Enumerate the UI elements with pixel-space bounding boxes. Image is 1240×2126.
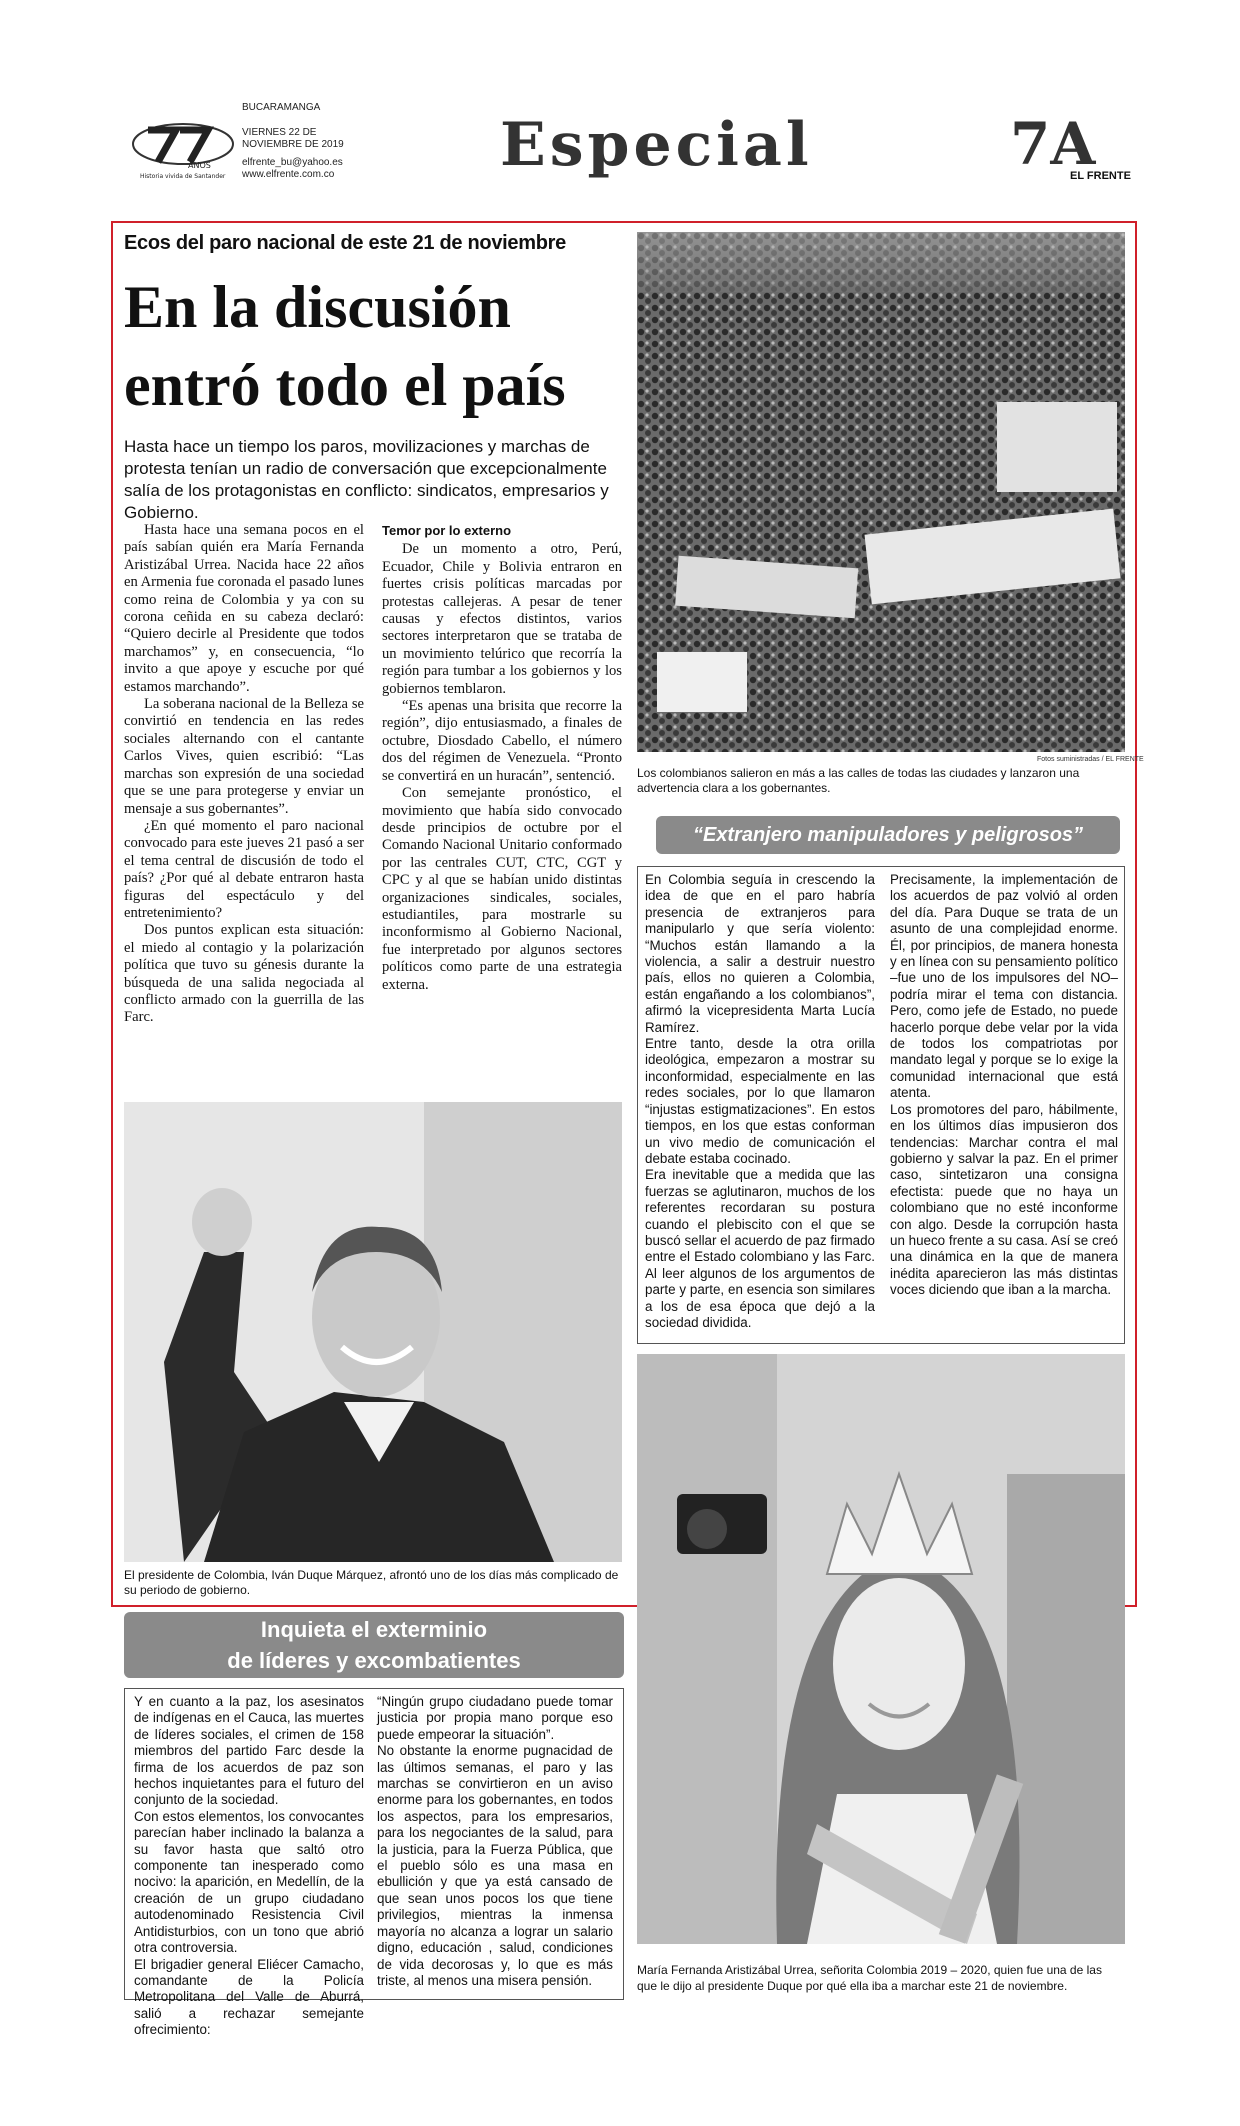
paragraph: Con semejante pronóstico, el movimiento que había sido convocado desde principios de octubre por el Comando Nacional Unitario conformado por las centrales CUT, CTC, CGT y CPC y al que se habían unido distintas organizaciones sindicales, sociales, estudiantiles, para mostrarle su inconformismo al Gobierno Nacional, fue interpretado por algunos sectores políticos como parte de una estrategia externa. [382, 785, 622, 993]
sidebar-column-1 [645, 872, 875, 1331]
article-headline [124, 268, 624, 424]
paragraph: La soberana nacional de la Belleza se convirtió en tendencia en las redes sociales alternando con el cantante Carlos Vives, quien escribió: “Las marchas son expresión de una sociedad que se une para protegerse y enviar un mensaje a sus gobernantes”. [124, 696, 364, 817]
paragraph: Entre tanto, desde la otra orilla ideológica, empezaron a mostrar su inconformidad, especialmente en las redes sociales, por lo que llamaron “injustas estigmatizaciones”. En estos tiempos, en los que estas conforman un vivo medio de comunicación el debate estaba cocinado. [645, 1036, 875, 1166]
sidebar-title: “Extranjero manipuladores y peligrosos” [656, 816, 1120, 854]
issue-date: VIERNES 22 DE NOVIEMBRE DE 2019 [242, 127, 344, 150]
article-deck: Hasta hace un tiempo los paros, movilizaciones y marchas de protesta tenían un radio de conversación que excepcionalmente salía de los protagonistas en conflicto: sindicatos, empresarios y Gobierno. [124, 437, 609, 522]
paper-name: EL FRENTE [1070, 170, 1131, 182]
president-photo [124, 1102, 622, 1562]
newspaper-logo [128, 118, 238, 180]
headline-line-1: En la discusión [124, 274, 511, 340]
sidebar-title-2 [124, 1612, 624, 1678]
article-kicker: Ecos del paro nacional de este 21 de noviembre [124, 232, 566, 254]
website: www.elfrente.com.co [242, 169, 335, 180]
beauty-queen-photo [637, 1354, 1125, 1944]
paragraph: “Ningún grupo ciudadano puede tomar justicia por propia mano porque eso puede empeorar la situación”. [377, 1694, 613, 1742]
crowd-photo-caption: Los colombianos salieron en más a las calles de todas las ciudades y lanzaron una advertencia clara a los gobernantes. [637, 766, 1080, 795]
city-label: BUCARAMANGA [242, 102, 321, 113]
paragraph: El brigadier general Eliécer Camacho, comandante de la Policía Metropolitana del Valle de Aburrá, salió a rechazar semejante ofrecimiento: [134, 1956, 364, 2038]
paragraph: De un momento a otro, Perú, Ecuador, Chile y Bolivia entraron en fuertes crisis políticas marcadas por protestas callejeras. A pesar de tener causas y efectos distintos, varios sectores interpretaron que se trataba de un movimiento telúrico que recorría la región para tumbar a los gobiernos y los gobiernos temblaron. [382, 541, 622, 697]
contact-block [242, 157, 382, 181]
paragraph: Hasta hace una semana pocos en el país sabían quién era María Fernanda Aristizábal Urrea. Nacida hace 22 años en Armenia fue coronada el pasado lunes como reina de Colombia y ya con su corona ceñida en su cabeza declaró: “Quiero decirle al Presidente que todos marchamos” y, en consecuencia, “lo invito a que apoye y escuche por qué estamos marchando”. [124, 522, 364, 695]
paragraph: ¿En qué momento el paro nacional convocado para este jueves 21 pasó a ser el tema central de discusión de todo el país? ¿Por qué al debate entraron hasta figuras del espectáculo y del entretenimiento? [124, 817, 364, 921]
logo-text: ANOS [188, 161, 211, 170]
paragraph: Dos puntos explican esta situación: el miedo al contagio y la polarización política que tuvo su génesis durante la búsqueda de una salida negociada al conflicto armado con la guerrilla de las Farc. [124, 922, 364, 1026]
title-line-1: Inquieta el exterminio [260, 1617, 488, 1642]
section-title: Especial [500, 110, 813, 180]
logo-tagline: Historia vivida de Santander [140, 173, 226, 180]
email: elfrente_bu@yahoo.es [242, 157, 343, 168]
title-line-2: de líderes y excombatientes [227, 1648, 521, 1673]
paragraph: Y en cuanto a la paz, los asesinatos de indígenas en el Cauca, las muertes de líderes sociales, el crimen de 158 miembros del partido Farc desde la firma de los acuerdos de paz son hechos inquietantes para el futuro del conjunto de la sociedad. [134, 1694, 364, 1808]
headline-line-2: entró todo el país [124, 352, 566, 418]
paragraph: Los promotores del paro, hábilmente, en los últimos días impusieron dos tendencias: Marchar contra el mal gobierno y salvar la paz. En el primer caso, sintetizaron una consigna efectista: puede que no haya un colombiano que no esté inconforme con algo. Desde la corrupción hasta un hueco frente a su casa. Así se creó una dinámica en la que de manera inédita aparecieron las más distintas voces diciendo que iban a la marcha. [890, 1101, 1118, 1298]
paragraph: En Colombia seguía in crescendo la idea de que en el paro habría presencia de extranjeros para manipularlo y que sería violento: “Muchos están llamando a la violencia, a salir a destruir nuestro país, ellos no quieren a Colombia, están engañando a los colombianos”, afirmó la vicepresidenta Marta Lucía Ramírez. [645, 872, 875, 1035]
president-photo-caption: El presidente de Colombia, Iván Duque Márquez, afrontó uno de los días más complicado de su periodo de gobierno. [124, 1568, 619, 1597]
sidebar-2-column-1 [134, 1694, 364, 2039]
article-column-2 [382, 522, 622, 994]
paragraph: “Es apenas una brisita que recorre la región”, dijo entusiasmado, a finales de octubre, Diosdado Cabello, el número dos del régimen de Venezuela. “Pronto se convertirá en un huracán”, sentenció. [382, 698, 622, 784]
paragraph: Precisamente, la implementación de los acuerdos de paz volvió al orden del día. Para Duque se trata de un asunto de una complejidad enorme. Él, por principios, de manera honesta y en línea con su pensamiento político –fue uno de los impulsores del NO– podría mirar el tema con distancia. Pero, como jefe de Estado, no puede hacerlo porque debe velar por la vida de todos los compatriotas por mandato legal y porque se lo exige la comunidad internacional que está atenta. [890, 872, 1118, 1101]
article-column-1 [124, 522, 364, 1027]
beauty-queen-caption: María Fernanda Aristizábal Urrea, señorita Colombia 2019 – 2020, quien fue una de las que le dijo al presidente Duque por qué ella iba a marchar este 21 de noviembre. [637, 1963, 1102, 1993]
paragraph: No obstante la enorme pugnacidad de las últimos semanas, el paro y las marchas se convirtieron en un aviso enorme para los gobernantes, en todos los aspectos, para los empresarios, para los negociantes de la salud, para la justicia, para la Fuerza Pública, que el pueblo sólo es una masa en ebullición y que ya está cansado de que sean unos pocos los que tiene privilegios, mientras la inmensa mayoría no alcanza a lograr un salario digno, educación , salud, condiciones de vida decorosas y, lo que es más triste, al menos una misera pensión. [377, 1743, 613, 1988]
paragraph: Era inevitable que a medida que las fuerzas se aglutinaron, muchos de los referentes recordaran su postura cuando el plebiscito con el que se buscó sellar el acuerdo de paz firmado entre el Estado colombiano y las Farc. Al leer algunos de los argumentos de parte y parte, en esencia son similares a los de esa época que dejó a la sociedad dividida. [645, 1167, 876, 1330]
sidebar-2-column-2 [377, 1694, 613, 1989]
paragraph: Con estos elementos, los convocantes parecían haber inclinado la balanza a su favor hasta que saltó otro componente tan inesperado como nocivo: la aparición, en Medellín, de la creación de un grupo ciudadano autodenominado Resistencia Civil Antidisturbios, con un tono que abrió otra controversia. [134, 1808, 364, 1956]
crowd-photo [637, 232, 1125, 752]
subheading: Temor por lo externo [382, 523, 512, 538]
sidebar-column-2 [890, 872, 1118, 1299]
page-number: 7A [1010, 110, 1096, 178]
photo-credit: Fotos suministradas / EL FRENTE [1037, 756, 1144, 763]
